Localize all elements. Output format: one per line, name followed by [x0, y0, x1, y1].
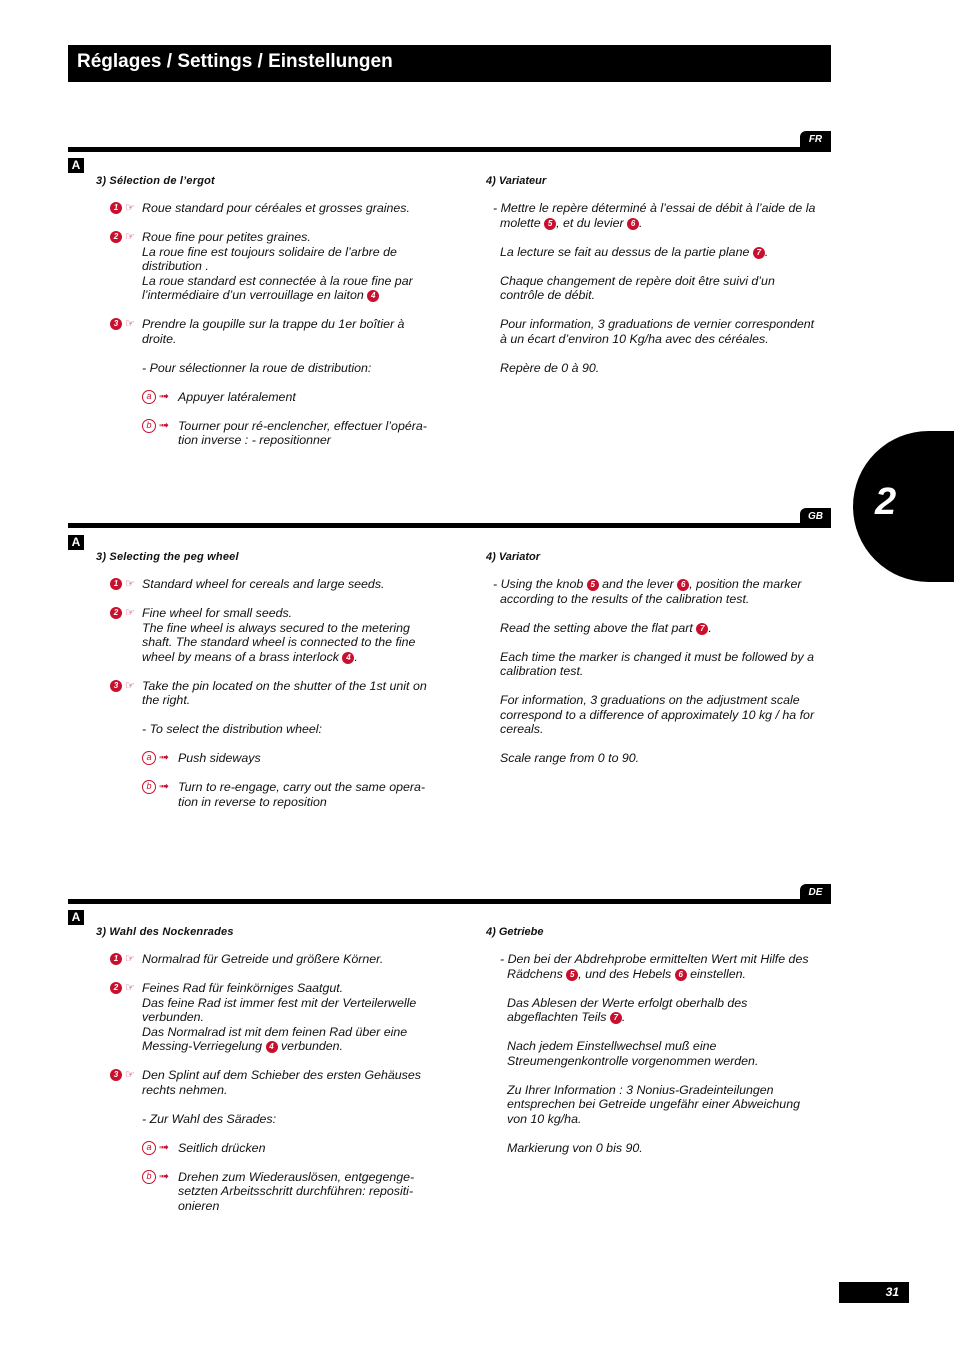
num-badge: 6 — [677, 579, 689, 591]
de-r1 — [486, 952, 836, 981]
de-right-title: 4) Getriebe — [486, 926, 544, 938]
de-item-1 — [96, 952, 456, 967]
pointing-hand-icon: ☞ — [125, 231, 135, 243]
item-text-part: l’intermédiaire d’un verrouillage en laiton — [142, 288, 364, 302]
item-text: Standard wheel for cereals and large seeds. — [142, 577, 385, 591]
letter-badge: a — [142, 390, 156, 404]
pointing-hand-icon: ☞ — [125, 607, 135, 619]
section-marker-gb: A — [68, 535, 84, 550]
para-text: contrôle de débit. — [500, 288, 596, 302]
pointing-hand-icon: ☞ — [125, 578, 135, 590]
para-text: Read the setting above the flat part — [500, 620, 693, 635]
item-text: Das Normalrad ist mit dem feinen Rad über eine — [142, 1024, 408, 1039]
para-text: Rädchens — [507, 966, 563, 981]
arrow-icon: ➟ — [159, 750, 170, 764]
gb-left-column — [96, 551, 461, 824]
pointing-hand-icon: ☞ — [125, 1069, 135, 1081]
item-text: La roue fine est toujours solidaire de l’arbre de — [142, 244, 397, 259]
de-left-title: 3) Wahl des Nockenrades — [96, 926, 234, 938]
sub-text: Push sideways — [178, 751, 261, 765]
gb-right-column — [486, 551, 841, 780]
chapter-number: 2 — [875, 481, 897, 523]
para-text: cereals. — [500, 722, 544, 736]
lang-badge-fr: FR — [800, 131, 831, 148]
num-badge: 4 — [266, 1041, 278, 1053]
para-text: Pour information, 3 graduations de vernier correspondent — [500, 317, 815, 331]
item-text: Take the pin located on the shutter of the 1st unit on — [142, 678, 427, 693]
para-text: calibration test. — [500, 664, 584, 678]
para-text: correspond to a difference of approximately 10 kg / ha for — [500, 707, 815, 722]
letter-badge: b — [142, 780, 156, 794]
num-badge: 5 — [544, 218, 556, 230]
fr-r1 — [486, 201, 836, 230]
letter-badge: a — [142, 1141, 156, 1155]
para-text: . — [621, 1010, 626, 1024]
num-badge: 3 — [110, 1069, 122, 1081]
gb-item-1 — [96, 577, 461, 592]
para-text: molette — [500, 215, 541, 230]
item-text — [142, 288, 456, 303]
page-number-box — [839, 1282, 909, 1303]
fr-r2 — [486, 245, 836, 260]
pointing-hand-icon: ☞ — [125, 679, 135, 692]
para-text: . — [764, 244, 769, 259]
num-badge: 1 — [110, 202, 122, 214]
de-right-column — [486, 926, 836, 1170]
gb-sub-a — [96, 751, 461, 766]
gb-select-text: - To select the distribution wheel: — [142, 722, 322, 736]
item-text — [142, 650, 461, 665]
item-text: Feines Rad für feinkörniges Saatgut. — [142, 981, 344, 995]
sub-text: Seitlich drücken — [178, 1140, 266, 1155]
de-sub-a — [96, 1141, 456, 1156]
de-item-3 — [96, 1068, 456, 1097]
num-badge: 7 — [753, 247, 765, 259]
para-text: For information, 3 graduations on the adjustment scale — [500, 693, 800, 707]
letter-badge: b — [142, 1170, 156, 1184]
para-text: . — [708, 620, 712, 635]
para-text: - Den bei der Abdrehprobe ermittelten Wert mit Hilfe des — [500, 952, 809, 966]
item-text: The fine wheel is always secured to the metering — [142, 620, 410, 635]
pointing-hand-icon: ☞ — [125, 982, 135, 994]
num-badge: 6 — [675, 969, 687, 981]
fr-item-3 — [96, 317, 456, 346]
arrow-icon: ➟ — [159, 388, 170, 403]
item-text-part: wheel by means of a brass interlock — [142, 649, 339, 664]
item-text: verbunden. — [142, 1010, 205, 1024]
sub-text: setzten Arbeitsschritt durchführen: repositi- — [178, 1184, 414, 1198]
fr-sub-a — [96, 390, 456, 405]
arrow-icon: ➟ — [159, 779, 170, 793]
fr-r5: Repère de 0 à 90. — [500, 360, 600, 375]
item-text: shaft. The standard wheel is connected to the fine — [142, 635, 416, 649]
item-text — [142, 1039, 456, 1054]
gb-r3 — [486, 650, 841, 679]
fr-left-column — [96, 175, 456, 462]
page-header — [68, 45, 831, 82]
para-text: einstellen. — [690, 966, 746, 981]
fr-right-column — [486, 175, 836, 390]
arrow-icon: ➟ — [159, 1168, 170, 1183]
item-text: Den Splint auf dem Schieber des ersten Gehäuses — [142, 1068, 421, 1082]
para-text: and the lever — [602, 577, 674, 591]
para-text: , position the marker — [689, 577, 802, 591]
sub-text: Appuyer latéralement — [178, 389, 296, 404]
para-text: - Using the knob — [493, 577, 584, 591]
sub-text: Turn to re-engage, carry out the same opera- — [178, 780, 426, 794]
sub-text: tion inverse : - repositionner — [178, 433, 331, 447]
para-text: Zu Ihrer Information : 3 Nonius-Gradeinteilungen — [507, 1082, 774, 1097]
num-badge: 6 — [627, 218, 639, 230]
sub-text: tion in reverse to reposition — [178, 794, 327, 809]
gb-r1 — [486, 577, 841, 606]
para-text: à un écart d’environ 10 Kg/ha avec des céréales. — [500, 331, 769, 346]
arrow-icon: ➟ — [159, 1139, 170, 1154]
letter-badge: a — [142, 751, 156, 765]
para-text: abgeflachten Teils — [507, 1010, 607, 1024]
item-text: droite. — [142, 331, 177, 346]
num-badge: 3 — [110, 318, 122, 330]
de-left-column — [96, 926, 456, 1228]
item-text: Roue standard pour céréales et grosses graines. — [142, 201, 410, 215]
fr-left-title: 3) Sélection de l’ergot — [96, 175, 215, 187]
fr-right-title: 4) Variateur — [486, 175, 547, 187]
gb-right-title: 4) Variator — [486, 551, 541, 563]
num-badge: 7 — [696, 623, 708, 635]
pointing-hand-icon: ☞ — [125, 202, 135, 214]
de-sub-b — [96, 1170, 456, 1214]
chapter-tab — [853, 431, 954, 582]
num-badge: 2 — [110, 982, 122, 994]
arrow-icon: ➟ — [159, 417, 170, 432]
num-badge: 1 — [110, 578, 122, 590]
item-text: Das feine Rad ist immer fest mit der Verteilerwelle — [142, 995, 417, 1010]
de-select-text: - Zur Wahl des Särades: — [142, 1111, 277, 1126]
fr-select-text: - Pour sélectionner la roue de distribution: — [142, 360, 372, 375]
item-text-part: Messing-Verriegelung — [142, 1039, 263, 1053]
fr-r3 — [486, 274, 836, 303]
gb-sub-b — [96, 780, 461, 809]
gb-left-title: 3) Selecting the peg wheel — [96, 551, 239, 563]
de-r5: Markierung von 0 bis 90. — [507, 1140, 643, 1155]
para-text: La lecture se fait au dessus de la partie plane — [500, 244, 750, 259]
item-text: Fine wheel for small seeds. — [142, 606, 293, 620]
item-text: the right. — [142, 693, 191, 707]
para-text: , et du levier — [556, 215, 624, 230]
fr-r4 — [486, 317, 836, 346]
num-badge: 2 — [110, 607, 122, 619]
num-badge: 5 — [587, 579, 599, 591]
page-number: 31 — [885, 1285, 899, 1299]
item-text: Normalrad für Getreide und größere Körner. — [142, 952, 384, 966]
de-r2 — [486, 996, 836, 1025]
gb-item-3 — [96, 679, 461, 708]
lang-badge-gb: GB — [800, 508, 831, 525]
page-title: Réglages / Settings / Einstellungen — [77, 51, 393, 72]
section-marker-de: A — [68, 910, 84, 925]
de-r3 — [486, 1039, 836, 1068]
para-text: entsprechen bei Getreide ungefähr einer Abweichung — [507, 1097, 800, 1111]
num-badge: 1 — [110, 953, 122, 965]
num-badge: 2 — [110, 231, 122, 243]
item-text: distribution . — [142, 259, 209, 273]
item-text: rechts nehmen. — [142, 1082, 228, 1097]
section-marker-fr: A — [68, 158, 84, 173]
para-text: von 10 kg/ha. — [507, 1111, 582, 1126]
gb-r5: Scale range from 0 to 90. — [500, 751, 640, 765]
section-rule-fr — [68, 147, 831, 152]
gb-r2 — [486, 621, 841, 636]
item-text: La roue standard est connectée à la roue fine par — [142, 273, 413, 288]
fr-item-2 — [96, 230, 456, 303]
para-text: Nach jedem Einstellwechsel muß eine — [507, 1039, 717, 1053]
item-text: Prendre la goupille sur la trappe du 1er boîtier à — [142, 317, 405, 331]
lang-badge-de: DE — [800, 884, 831, 901]
fr-item-1 — [96, 201, 456, 216]
section-rule-gb — [68, 523, 831, 528]
de-item-2 — [96, 981, 456, 1054]
para-text: Streumengenkontrolle vorgenommen werden. — [507, 1053, 759, 1068]
para-text: according to the results of the calibration test. — [500, 591, 750, 606]
para-text: Chaque changement de repère doit être suivi d’un — [500, 273, 775, 288]
item-text-part: verbunden. — [280, 1039, 343, 1053]
pointing-hand-icon: ☞ — [125, 318, 135, 330]
letter-badge: b — [142, 419, 156, 433]
para-text: . — [639, 215, 643, 230]
para-text: - Mettre le repère déterminé à l’essai de débit à l’aide de la — [493, 201, 816, 215]
sub-text: Tourner pour ré-enclencher, effectuer l’opéra- — [178, 418, 427, 433]
num-badge: 3 — [110, 680, 122, 692]
item-text-part: . — [354, 649, 358, 664]
de-r4 — [486, 1083, 836, 1127]
num-badge: 5 — [566, 969, 578, 981]
pointing-hand-icon: ☞ — [125, 953, 135, 965]
section-rule-de — [68, 899, 831, 904]
para-text: Das Ablesen der Werte erfolgt oberhalb des — [507, 995, 748, 1010]
fr-sub-b — [96, 419, 456, 448]
para-text: , und des Hebels — [578, 966, 672, 981]
gb-item-2 — [96, 606, 461, 664]
sub-text: onieren — [178, 1198, 220, 1213]
gb-r4 — [486, 693, 841, 737]
item-text: Roue fine pour petites graines. — [142, 230, 311, 244]
sub-text: Drehen zum Wiederauslösen, entgegenge- — [178, 1169, 415, 1184]
para-text: Each time the marker is changed it must be followed by a — [500, 649, 815, 664]
num-badge: 7 — [610, 1012, 622, 1024]
num-badge: 4 — [367, 290, 379, 302]
num-badge: 4 — [342, 652, 354, 664]
